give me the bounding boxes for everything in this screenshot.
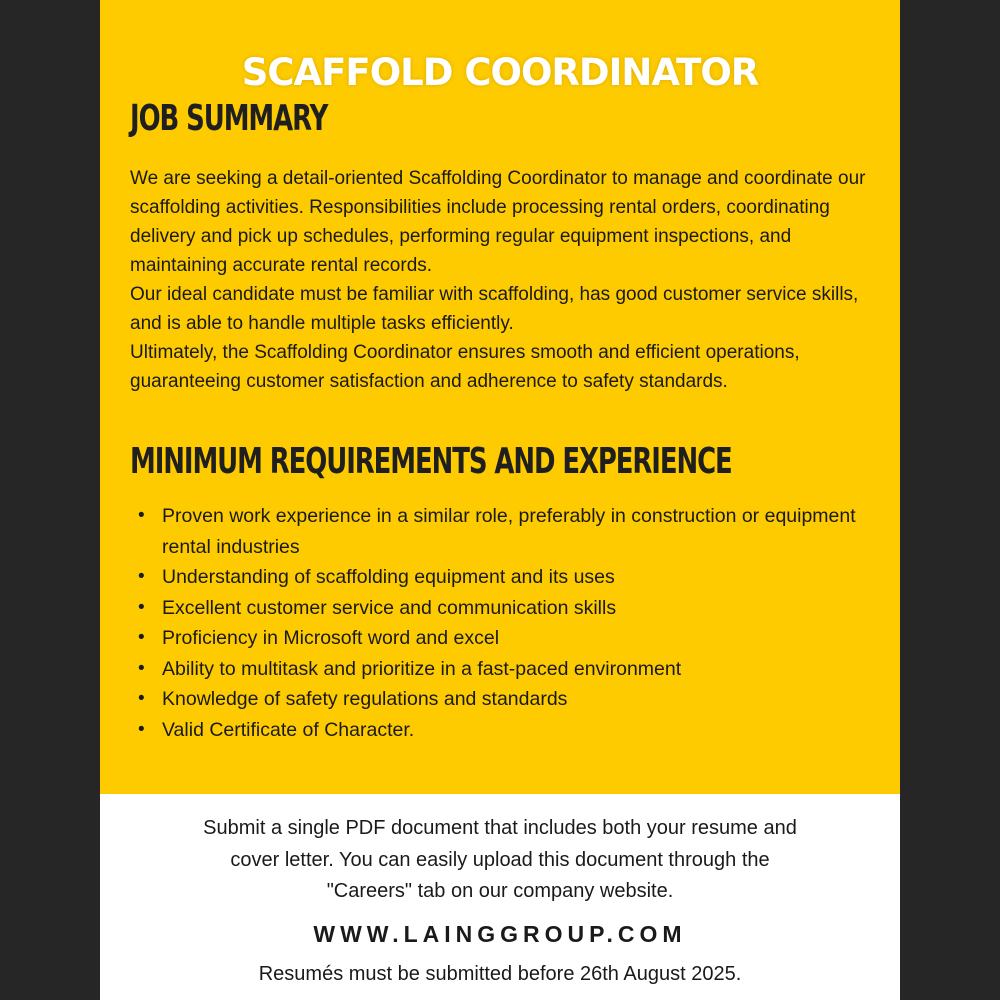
list-item-text: Excellent customer service and communication skills xyxy=(162,596,617,619)
application-deadline: Resumés must be submitted before 26th August 2025. xyxy=(258,963,742,985)
job-posting-sheet xyxy=(100,0,900,1000)
list-item-text: Valid Certificate of Character. xyxy=(162,718,415,741)
job-summary-body xyxy=(130,164,890,396)
bullet-icon: • xyxy=(138,657,145,679)
summary-paragraph: Ultimately, the Scaffolding Coordinator ensures smooth and efficient operations, guaranteeing customer satisfaction and adherence to safety standards. xyxy=(130,342,800,392)
requirements-list xyxy=(130,501,870,745)
bullet-icon: • xyxy=(138,596,145,618)
instruction-line: "Careers" tab on our company website. xyxy=(326,880,674,902)
bullet-icon: • xyxy=(138,566,145,587)
list-item xyxy=(130,593,870,624)
list-item xyxy=(130,715,870,746)
list-item xyxy=(130,623,870,654)
list-item-text: Knowledge of safety regulations and standards xyxy=(162,688,568,710)
list-item-text: Understanding of scaffolding equipment and its uses xyxy=(162,566,615,588)
company-website-link[interactable]: WWW.LAINGGROUP.COM xyxy=(313,921,687,947)
requirements-heading: MINIMUM REQUIREMENTS AND EXPERIENCE xyxy=(130,441,732,482)
summary-paragraph: Our ideal candidate must be familiar with scaffolding, has good customer service skills, and is able to handle multiple tasks efficiently. xyxy=(130,284,859,334)
summary-paragraph: We are seeking a detail-oriented Scaffolding Coordinator to manage and coordinate our scaffolding activities. Responsibilities include processing rental orders, coordinating delivery and pick up schedules, performing regular equipment inspections, and maintaining accurate rental records. xyxy=(130,168,866,276)
list-item xyxy=(130,562,870,593)
list-item xyxy=(130,654,870,685)
bullet-icon: • xyxy=(138,627,145,648)
instruction-line: Submit a single PDF document that includes both your resume and xyxy=(203,817,797,839)
bullet-icon: • xyxy=(138,688,145,709)
instruction-line: cover letter. You can easily upload this document through the xyxy=(230,848,770,871)
page-title: SCAFFOLD COORDINATOR xyxy=(241,50,759,94)
list-item-text: Proven work experience in a similar role, preferably in construction or equipment rental industries xyxy=(162,505,856,558)
list-item-text: Ability to multitask and prioritize in a fast-paced environment xyxy=(162,657,682,680)
bullet-icon: • xyxy=(138,718,145,740)
list-item xyxy=(130,684,870,715)
job-summary-heading: JOB SUMMARY xyxy=(130,98,328,139)
list-item xyxy=(130,501,870,562)
list-item-text: Proficiency in Microsoft word and excel xyxy=(162,627,500,649)
bullet-icon: • xyxy=(138,505,145,526)
submission-instructions xyxy=(100,813,900,908)
